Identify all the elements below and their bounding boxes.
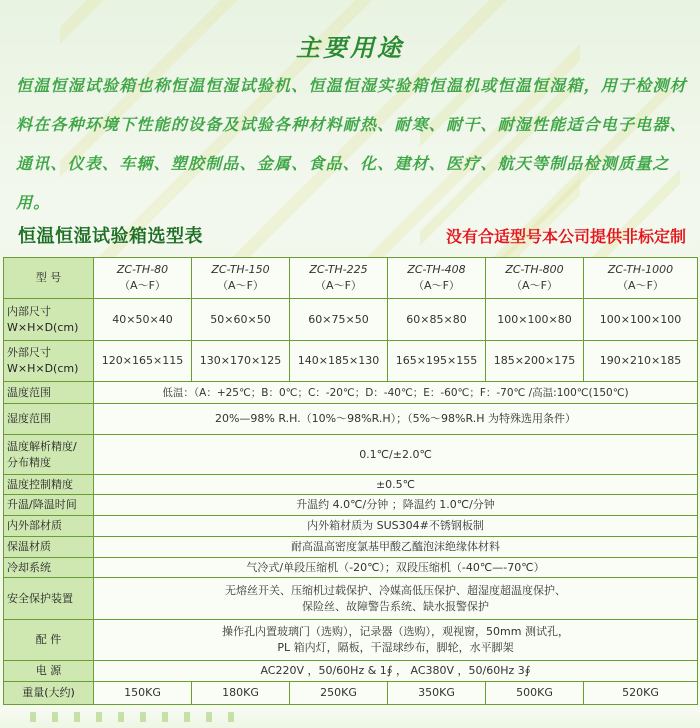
outer-size-cell: 190×210×185	[584, 340, 698, 381]
model-cell: ZC-TH-150 （A～F）	[192, 258, 290, 299]
table-row-temp-control	[4, 474, 698, 495]
inner-size-cell: 100×100×80	[486, 299, 584, 340]
table-row-outer-size	[4, 340, 698, 381]
model-cell: ZC-TH-408 （A～F）	[388, 258, 486, 299]
custom-order-note: 没有合适型号本公司提供非标定制	[445, 227, 686, 246]
row-label-power: 电 源	[4, 661, 94, 682]
table-row-insulation	[4, 536, 698, 557]
ramp-value: 升温约 4.0℃/分钟 ；降温约 1.0℃/分钟	[94, 495, 698, 516]
outer-size-cell: 140×185×130	[290, 340, 388, 381]
safety-value: 无熔丝开关、压缩机过载保护、冷媒高低压保护、超湿度超温度保护、 保险丝、故障警告系统、缺水报警保护	[94, 578, 698, 619]
row-label-weight: 重量(大约)	[4, 682, 94, 705]
table-row-humidity-range	[4, 404, 698, 435]
temp-precision-value: 0.1℃/±2.0℃	[94, 435, 698, 474]
weight-cell: 180KG	[192, 682, 290, 705]
row-label-temp-range: 温度范围	[4, 382, 94, 404]
inner-size-cell: 50×60×50	[192, 299, 290, 340]
table-row-power	[4, 661, 698, 682]
table-row-model	[4, 258, 698, 299]
row-label-accessories: 配 件	[4, 619, 94, 660]
temp-range-value: 低温：（A：+25℃；B：0℃；C：-20℃；D：-40℃；E：-60℃；F：-70℃ /高温:100℃(150℃)	[94, 382, 698, 404]
weight-cell: 150KG	[94, 682, 192, 705]
table-title: 恒温恒湿试验箱选型表	[18, 226, 203, 247]
outer-size-cell: 185×200×175	[486, 340, 584, 381]
footer-decoration	[30, 712, 250, 722]
temp-control-value: ±0.5℃	[94, 474, 698, 495]
insulation-value: 耐高温高密度氯基甲酸乙醯泡沫绝缘体材料	[94, 536, 698, 557]
power-value: AC220V ，50/60Hz & 1∮ ， AC380V ，50/60Hz 3∮	[94, 661, 698, 682]
weight-cell: 500KG	[486, 682, 584, 705]
intro-paragraph: 恒温恒湿试验箱也称恒温恒湿试验机、恒温恒湿实验箱恒温机或恒温恒湿箱，用于检测材料在各种环境下性能的设备及试验各种材料耐热、耐寒、耐干、耐湿性能适合电子电器、通讯、仪表、车辆、塑胶制品、金属、食品、化、建材、医疗、航天等制品检测质量之用。	[16, 76, 687, 212]
material-value: 内外箱材质为 SUS304#不锈钢板制	[94, 516, 698, 537]
spec-table	[3, 257, 698, 705]
table-row-temp-range	[4, 382, 698, 404]
row-label-material: 内外部材质	[4, 516, 94, 537]
table-row-ramp	[4, 495, 698, 516]
table-row-cooling	[4, 557, 698, 578]
inner-size-cell: 60×85×80	[388, 299, 486, 340]
row-label-humidity-range: 湿度范围	[4, 404, 94, 435]
model-cell: ZC-TH-225 （A～F）	[290, 258, 388, 299]
inner-size-cell: 60×75×50	[290, 299, 388, 340]
row-label-safety: 安全保护装置	[4, 578, 94, 619]
inner-size-cell: 40×50×40	[94, 299, 192, 340]
table-row-inner-size	[4, 299, 698, 340]
row-label-insulation: 保温材质	[4, 536, 94, 557]
accessories-value: 操作孔内置玻璃门（选购），记录器（选购），观视窗，50mm 测试孔， PL 箱内灯，隔板，干湿球纱布，脚轮，水平脚架	[94, 619, 698, 660]
row-label-temp-precision: 温度解析精度/ 分布精度	[4, 435, 94, 474]
row-label-model: 型 号	[4, 258, 94, 299]
outer-size-cell: 120×165×115	[94, 340, 192, 381]
table-row-accessories	[4, 619, 698, 660]
weight-cell: 520KG	[584, 682, 698, 705]
model-cell: ZC-TH-800 （A～F）	[486, 258, 584, 299]
table-row-weight	[4, 682, 698, 705]
row-label-ramp: 升温/降温时间	[4, 495, 94, 516]
outer-size-cell: 130×170×125	[192, 340, 290, 381]
row-label-inner-size: 内部尺寸 W×H×D(cm)	[4, 299, 94, 340]
cooling-value: 气冷式/单段压缩机（-20℃）；双段压缩机（-40℃—-70℃）	[94, 557, 698, 578]
outer-size-cell: 165×195×155	[388, 340, 486, 381]
inner-size-cell: 100×100×100	[584, 299, 698, 340]
weight-cell: 250KG	[290, 682, 388, 705]
model-cell: ZC-TH-80 （A～F）	[94, 258, 192, 299]
row-label-outer-size: 外部尺寸 W×H×D(cm)	[4, 340, 94, 381]
row-label-cooling: 冷却系统	[4, 557, 94, 578]
table-row-temp-precision	[4, 435, 698, 474]
section-heading: 主要用途	[296, 34, 404, 62]
table-row-safety	[4, 578, 698, 619]
table-row-material	[4, 516, 698, 537]
model-cell: ZC-TH-1000 （A～F）	[584, 258, 698, 299]
weight-cell: 350KG	[388, 682, 486, 705]
humidity-range-value: 20%—98% R.H.（10%～98%R.H）；（5%～98%R.H 为特殊选用条件）	[94, 404, 698, 435]
row-label-temp-control: 温度控制精度	[4, 474, 94, 495]
